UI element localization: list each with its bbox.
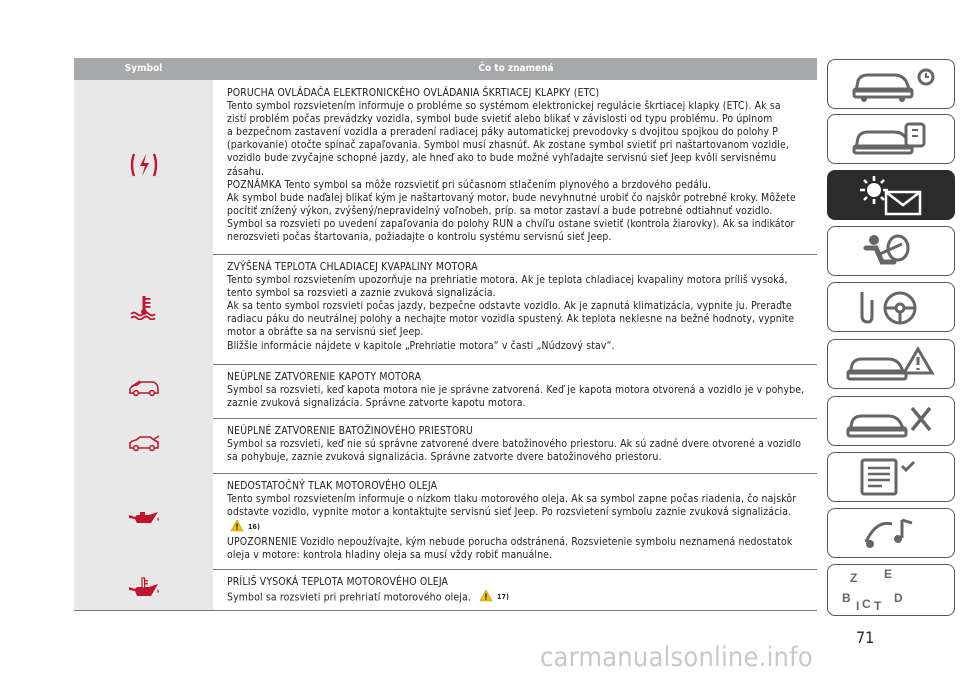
sidebar-tab-warning-light-message[interactable] [827,170,955,220]
throttle-control-warning-icon [129,152,159,182]
header-symbol: Symbol [124,63,163,74]
sidebar-tab-multimedia[interactable] [827,508,955,558]
sidebar-tab-car-dashboard[interactable] [827,59,955,109]
row-text-line: Tento symbol rozsvietením informuje o nízkom tlaku motorového oleja. Ak sa symbol zapne počas riadenia, čo najskôr [227,493,797,506]
sidebar-tab-steering-wheel[interactable] [827,282,955,332]
row-text-line: UPOZORNENIE Vozidlo nepoužívajte, kým nebude porucha odstránená. Rozsvietenie symbolu neznamená nedostatok [227,536,793,549]
sidebar-tab-airbag-seat[interactable] [827,226,955,276]
row-text-line: Ak symbol bude naďalej blikať kým je naštartovaný motor, bude nevyhnutné urobiť čo najskôr potrebné kroky. Môžete [227,191,796,204]
index-letter: T [874,599,882,612]
index-letter: Z [850,571,858,585]
index-letter: B [842,591,851,605]
table-row [74,569,817,611]
sidebar-tab-car-key[interactable] [827,114,955,164]
symbol-table [74,58,817,80]
header-meaning: Čo to znamená [478,63,554,74]
row-text-line: tento symbol sa rozsvieti a zaznie zvuková signalizácia. [227,287,496,300]
table-row [74,418,817,474]
row-text-line: Symbol sa rozsvieti, keď nie sú správne zatvorené dvere batožinového priestoru. Ak sú zadné dvere otvorené a vozidlo [227,438,802,451]
row-text-line: zaznie zvuková signalizácia. Správne zatvorte kapotu motora. [227,397,526,410]
sidebar-tab-index-letters[interactable] [827,564,955,616]
meaning-cell [227,425,813,464]
table-row [74,254,817,365]
symbol-cell [74,473,213,569]
table-row [74,364,817,419]
row-title: NEÚPLNE ZATVORENIE KAPOTY MOTORA [227,371,422,383]
table-row [74,80,817,255]
sidebar-tab-car-service[interactable] [827,396,955,446]
trunk-open-icon [128,435,160,457]
symbol-cell [74,569,213,610]
row-title: NEÚPLNÉ ZATVORENIE BATOŽINOVÉHO PRIESTORU [227,425,474,437]
row-text-line: Bližšie informácie nájdete v kapitole „Prehriatie motora“ v časti „Núdzový stav“. [227,339,615,352]
meaning-cell [227,87,813,244]
row-text-line: POZNÁMKA Tento symbol sa môže rozsvietiť pri súčasnom stlačením plynového a brzdového pedálu. [227,178,712,191]
row-text-line [227,589,813,606]
row-text-line: pocítiť znížený výkon, zvýšený/nepravidelný voľnobeh, príp. sa motor zastaví a bude potrebné odtiahnuť vozidlo. [227,204,773,217]
oil-temperature-icon [127,577,161,603]
row-text-line: Symbol sa rozsvieti, keď kapota motora nie je správne zatvorená. Keď je kapota motora otvorená a vozidlo je v pohybe, [227,384,805,397]
row-text-line: sa pohybuje, zaznie zvuková signalizácia. Správne zatvorte dvere batožinového priestoru. [227,451,662,464]
row-text-line: zistí problém počas prevádzky vozidla, symbol bude svietiť alebo blikať v závislosti od typu problému. Po úplnom [227,113,773,126]
index-letter: E [884,568,893,581]
warning-reference [227,519,813,536]
warning-ref-number: 16) [248,523,261,532]
symbol-cell [74,364,213,418]
row-text-line: oleja v motore: kontrola hladiny oleja sa musí vždy robiť manuálne. [227,549,553,562]
warning-triangle-icon [479,589,493,606]
row-text-line: vozidlo bude zvyčajne schopné jazdy, ale hneď ako to bude možné vyhľadajte servisnú sieť Jeep kvôli servisnému [227,152,777,165]
page-number: 71 [856,628,875,647]
engine-coolant-temperature-icon [129,294,159,324]
meaning-cell [227,261,813,353]
table-header [74,58,817,80]
row-text-line: radiacu páku do neutrálnej polohy a nechajte motor vozidla spustený. Ak teplota neklesne na bežné hodnoty, vypnite [227,313,795,326]
row-text-line: (parkovanie) otočte spínač zapaľovania. Symbol musí zhasnúť. Ak zostane symbol svietiť pri naštartovanom vozidle, [227,139,790,152]
row-text-line: motor a obráťte sa na servisnú sieť Jeep. [227,326,424,339]
row-text-line: odstavte vozidlo, vypnite motor a kontaktujte servisnú sieť Jeep. Po rozsvietení symbolu zaznie zvuková signalizácia. [227,506,792,519]
row-title: PRÍLIŠ VYSOKÁ TEPLOTA MOTOROVÉHO OLEJA [227,576,449,588]
meaning-cell [227,480,813,563]
warning-ref-number: 17) [497,593,510,602]
table-row [74,473,817,570]
row-text-line: Tento symbol rozsvietením upozorňuje na prehriatie motora. Ak je teplota chladiacej kvapaliny motora príliš vysoká, [227,274,788,287]
sidebar-tab-car-emergency[interactable] [827,339,955,389]
index-letter: I [856,599,860,612]
hood-open-icon [128,380,160,402]
row-title: ZVÝŠENÁ TEPLOTA CHLADIACEJ KVAPALINY MOTORA [227,261,478,273]
symbol-cell [74,418,213,473]
row-text-line: nerozsvieti počas štartovania, požiadajte o kontrolu systému servisnú sieť Jeep. [227,231,612,244]
index-letter: D [894,591,903,605]
row-text-line: zásahu. [227,165,265,178]
meaning-cell [227,371,813,410]
row-text-line: Tento symbol rozsvietením informuje o probléme so systémom elektronickej regulácie škrtiacej klapky (ETC). Ak sa [227,100,781,113]
index-letter: C [862,597,871,611]
row-text-line: Symbol sa rozsvieti po uvedení zapaľovania do polohy RUN a chvíľu ostane svietiť (kontrola žiarovky). Ak sa indikátor [227,217,795,230]
oil-pressure-icon [127,511,161,531]
row-title: PORUCHA OVLÁDAČA ELEKTRONICKÉHO OVLÁDANIA ŠKRTIACEJ KLAPKY (ETC) [227,87,600,99]
row-text-line: a bezpečnom zastavení vozidla a preradení radiacej páky automatickej prevodovky s dvojitou spojkou do polohy P [227,126,779,139]
row-title: NEDOSTATOČNÝ TLAK MOTOROVÉHO OLEJA [227,480,438,492]
row-text-line: Ak sa tento symbol rozsvieti počas jazdy, bezpečne odstavte vozidlo. Ak je zapnutá klimatizácia, vypnite ju. Preraďte [227,300,792,313]
symbol-cell [74,254,213,364]
watermark: carmanualsonline.info [540,642,813,673]
sidebar-tab-technical-data[interactable] [827,452,955,502]
symbol-cell [74,80,213,254]
warning-triangle-icon [230,519,244,536]
row-text: Symbol sa rozsvieti pri prehriatí motorového oleja. [227,591,471,604]
meaning-cell [227,576,813,606]
